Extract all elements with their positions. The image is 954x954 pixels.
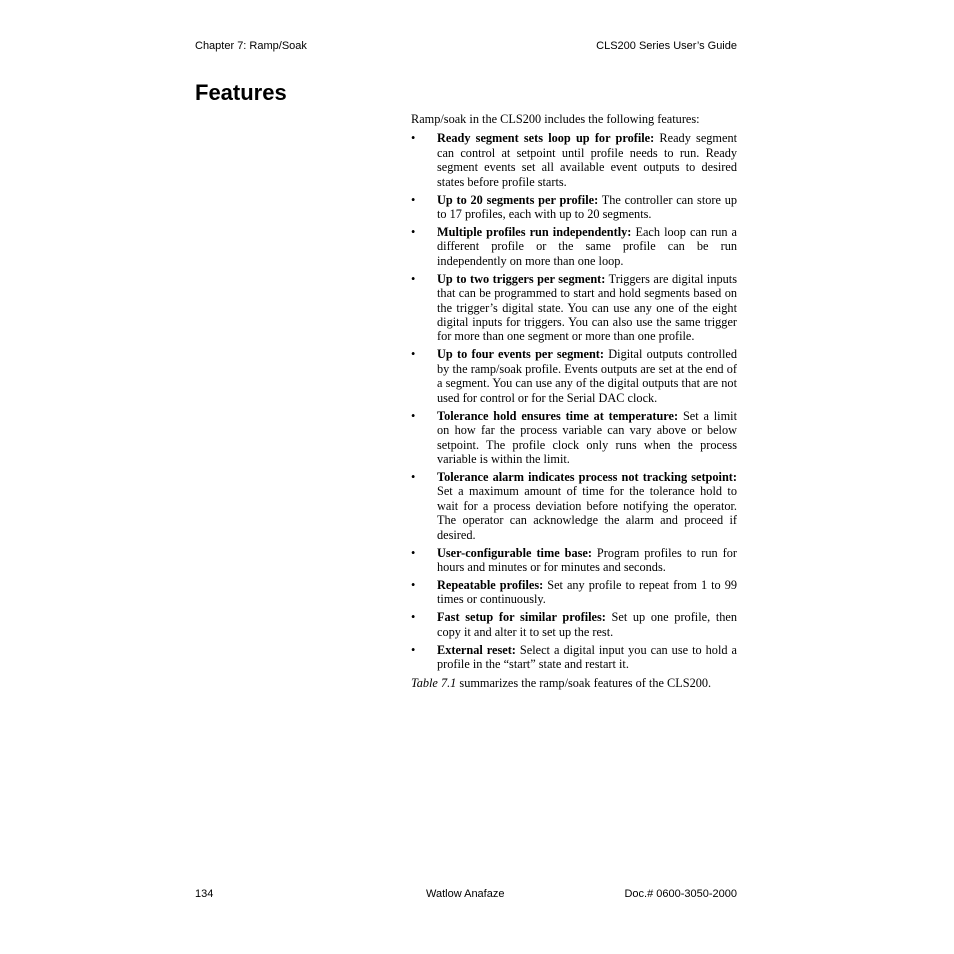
intro-paragraph: Ramp/soak in the CLS200 includes the following features: xyxy=(411,112,700,126)
feature-item xyxy=(411,578,737,607)
feature-heading: Ready segment sets loop up for profile: xyxy=(437,131,655,146)
bullet-icon: • xyxy=(411,469,416,484)
bullet-icon: • xyxy=(411,545,416,560)
feature-item xyxy=(411,643,737,672)
bullet-icon: • xyxy=(411,577,416,592)
feature-heading: Tolerance alarm indicates process not tracking setpoint: xyxy=(437,469,737,484)
feature-heading: Multiple profiles run independently: xyxy=(437,225,632,240)
feature-heading: Repeatable profiles: xyxy=(437,577,544,592)
feature-heading: Up to 20 segments per profile: xyxy=(437,192,599,207)
feature-item xyxy=(411,409,737,467)
footer-company: Watlow Anafaze xyxy=(426,888,505,900)
feature-description: Set a limit on how far the process variable can vary above or below setpoint. The profile clock only runs when the process variable is within the limit. xyxy=(437,408,737,466)
bullet-icon: • xyxy=(411,610,416,625)
table-reference-link[interactable]: Table 7.1 xyxy=(411,675,457,690)
feature-description: Program profiles to run for hours and minutes or for minutes and seconds. xyxy=(437,545,737,574)
feature-heading: Fast setup for similar profiles: xyxy=(437,610,606,625)
feature-item xyxy=(411,347,737,405)
page-number: 134 xyxy=(195,888,214,900)
bullet-icon: • xyxy=(411,347,416,362)
feature-description: Each loop can run a different profile or the same profile can be run independently on more than one loop. xyxy=(437,225,738,268)
feature-heading: Up to two triggers per segment: xyxy=(437,271,606,286)
feature-description: Select a digital input you can use to hold a profile in the “start” state and restart it. xyxy=(437,642,737,672)
feature-list xyxy=(411,131,737,671)
feature-heading: User-configurable time base: xyxy=(437,545,592,560)
feature-item xyxy=(411,131,737,189)
feature-heading: External reset: xyxy=(437,642,516,657)
feature-description: Set any profile to repeat from 1 to 99 times or continuously. xyxy=(437,577,737,607)
bullet-icon: • xyxy=(411,642,416,657)
section-title: Features xyxy=(195,80,287,105)
closing-text: summarizes the ramp/soak features of the CLS200. xyxy=(459,675,712,690)
bullet-icon: • xyxy=(411,225,416,240)
feature-item xyxy=(411,193,737,222)
bullet-icon: • xyxy=(411,271,416,286)
feature-description: Set up one profile, then copy it and alter it to set up the rest. xyxy=(437,610,737,639)
feature-item xyxy=(411,610,737,639)
bullet-icon: • xyxy=(411,192,416,207)
feature-description: Digital outputs controlled by the ramp/soak profile. Events outputs are set at the end of a segment. You can use any of the digital outputs that are not used for control or for the Serial DAC clock. xyxy=(437,347,737,405)
feature-item xyxy=(411,272,737,344)
feature-heading: Up to four events per segment: xyxy=(437,347,604,362)
feature-item xyxy=(411,470,737,542)
feature-heading: Tolerance hold ensures time at temperature: xyxy=(437,408,679,423)
feature-description: Triggers are digital inputs that can be programmed to start and hold segments based on the trigger’s digital state. You can use any one of the eight digital inputs for triggers. You can also use the same trigger for more than one segment or more than one profile. xyxy=(437,271,737,344)
section-body xyxy=(411,112,737,690)
bullet-icon: • xyxy=(411,408,416,423)
feature-item xyxy=(411,225,737,268)
footer-document-number: Doc.# 0600-3050-2000 xyxy=(624,888,737,900)
running-header-chapter: Chapter 7: Ramp/Soak xyxy=(195,40,307,52)
bullet-icon: • xyxy=(411,131,416,146)
running-header-guide-title: CLS200 Series User’s Guide xyxy=(596,40,737,52)
feature-item xyxy=(411,546,737,575)
feature-description: Set a maximum amount of time for the tolerance hold to wait for a process deviation before notifying the operator. The operator can acknowledge the alarm and proceed if desired. xyxy=(437,484,737,542)
feature-description: Ready segment can control at setpoint until profile needs to run. Ready segment events set all available event outputs to desired states before profile starts. xyxy=(437,131,738,189)
feature-description: The controller can store up to 17 profiles, each with up to 20 segments. xyxy=(437,192,738,222)
closing-paragraph xyxy=(411,676,737,690)
